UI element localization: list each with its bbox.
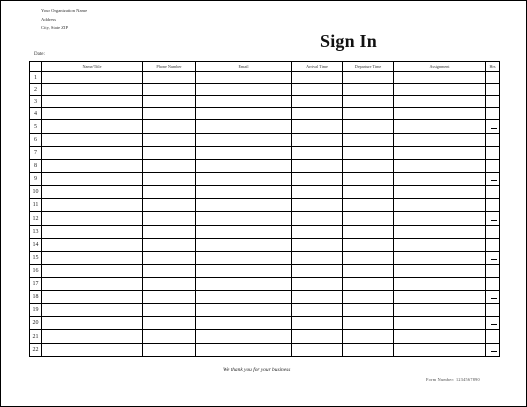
email-cell[interactable] xyxy=(196,120,292,134)
table-row xyxy=(30,265,500,278)
name-cell[interactable] xyxy=(42,304,143,317)
assignment-cell[interactable] xyxy=(394,212,486,226)
name-cell[interactable] xyxy=(42,330,143,344)
arrival-cell[interactable] xyxy=(292,344,343,357)
row-number: 10 xyxy=(30,186,42,199)
arrival-cell[interactable] xyxy=(292,84,343,96)
column-header-hours: Hrs xyxy=(486,62,500,72)
arrival-cell[interactable] xyxy=(292,265,343,278)
name-cell[interactable] xyxy=(42,278,143,291)
hours-cell[interactable] xyxy=(486,186,500,199)
hours-tick-mark xyxy=(491,351,497,352)
hours-tick-mark xyxy=(491,259,497,260)
table-row xyxy=(30,160,500,173)
name-cell[interactable] xyxy=(42,186,143,199)
arrival-cell[interactable] xyxy=(292,147,343,160)
arrival-cell[interactable] xyxy=(292,226,343,239)
assignment-cell[interactable] xyxy=(394,252,486,265)
arrival-cell[interactable] xyxy=(292,108,343,120)
departure-cell[interactable] xyxy=(343,265,394,278)
email-cell[interactable] xyxy=(196,304,292,317)
phone-cell[interactable] xyxy=(143,265,196,278)
assignment-cell[interactable] xyxy=(394,291,486,304)
row-number: 22 xyxy=(30,344,42,357)
phone-cell[interactable] xyxy=(143,199,196,212)
assignment-cell[interactable] xyxy=(394,317,486,330)
departure-cell[interactable] xyxy=(343,252,394,265)
departure-cell[interactable] xyxy=(343,72,394,84)
name-cell[interactable] xyxy=(42,134,143,147)
email-cell[interactable] xyxy=(196,344,292,357)
departure-cell[interactable] xyxy=(343,278,394,291)
row-number: 5 xyxy=(30,120,42,134)
hours-cell[interactable] xyxy=(486,160,500,173)
phone-cell[interactable] xyxy=(143,72,196,84)
column-header-assignment: Assignment xyxy=(394,62,486,72)
departure-cell[interactable] xyxy=(343,84,394,96)
name-cell[interactable] xyxy=(42,147,143,160)
name-cell[interactable] xyxy=(42,226,143,239)
departure-cell[interactable] xyxy=(343,291,394,304)
hours-cell[interactable] xyxy=(486,330,500,344)
row-number-header xyxy=(30,62,42,72)
arrival-cell[interactable] xyxy=(292,120,343,134)
email-cell[interactable] xyxy=(196,265,292,278)
email-cell[interactable] xyxy=(196,147,292,160)
table-row xyxy=(30,72,500,84)
table-row xyxy=(30,84,500,96)
assignment-cell[interactable] xyxy=(394,239,486,252)
row-number: 13 xyxy=(30,226,42,239)
hours-cell[interactable] xyxy=(486,120,500,134)
table-row xyxy=(30,239,500,252)
arrival-cell[interactable] xyxy=(292,252,343,265)
phone-cell[interactable] xyxy=(143,239,196,252)
hours-tick-mark xyxy=(491,298,497,299)
assignment-cell[interactable] xyxy=(394,134,486,147)
assignment-cell[interactable] xyxy=(394,226,486,239)
email-cell[interactable] xyxy=(196,317,292,330)
hours-tick-mark xyxy=(491,128,497,129)
column-header-name: Name/Title xyxy=(42,62,143,72)
email-cell[interactable] xyxy=(196,134,292,147)
row-number: 1 xyxy=(30,72,42,84)
hours-cell[interactable] xyxy=(486,134,500,147)
name-cell[interactable] xyxy=(42,108,143,120)
row-number: 21 xyxy=(30,330,42,344)
row-number: 9 xyxy=(30,173,42,186)
name-cell[interactable] xyxy=(42,173,143,186)
arrival-cell[interactable] xyxy=(292,317,343,330)
arrival-cell[interactable] xyxy=(292,278,343,291)
row-number: 18 xyxy=(30,291,42,304)
email-cell[interactable] xyxy=(196,239,292,252)
row-number: 15 xyxy=(30,252,42,265)
row-number: 8 xyxy=(30,160,42,173)
hours-cell[interactable] xyxy=(486,226,500,239)
table-row xyxy=(30,278,500,291)
phone-cell[interactable] xyxy=(143,160,196,173)
phone-cell[interactable] xyxy=(143,108,196,120)
email-cell[interactable] xyxy=(196,199,292,212)
name-cell[interactable] xyxy=(42,317,143,330)
column-header-departure: Departure Time xyxy=(343,62,394,72)
assignment-cell[interactable] xyxy=(394,108,486,120)
arrival-cell[interactable] xyxy=(292,160,343,173)
hours-cell[interactable] xyxy=(486,96,500,108)
hours-tick-mark xyxy=(491,324,497,325)
email-cell[interactable] xyxy=(196,226,292,239)
org-address: Address xyxy=(41,16,57,22)
row-number: 6 xyxy=(30,134,42,147)
phone-cell[interactable] xyxy=(143,173,196,186)
email-cell[interactable] xyxy=(196,186,292,199)
departure-cell[interactable] xyxy=(343,147,394,160)
table-row xyxy=(30,291,500,304)
table-row xyxy=(30,96,500,108)
column-header-arrival: Arrival Time xyxy=(292,62,343,72)
name-cell[interactable] xyxy=(42,120,143,134)
hours-cell[interactable] xyxy=(486,84,500,96)
assignment-cell[interactable] xyxy=(394,199,486,212)
table-row xyxy=(30,108,500,120)
name-cell[interactable] xyxy=(42,291,143,304)
arrival-cell[interactable] xyxy=(292,330,343,344)
arrival-cell[interactable] xyxy=(292,173,343,186)
departure-cell[interactable] xyxy=(343,330,394,344)
table-row xyxy=(30,134,500,147)
email-cell[interactable] xyxy=(196,291,292,304)
departure-cell[interactable] xyxy=(343,317,394,330)
hours-cell[interactable] xyxy=(486,212,500,226)
table-row xyxy=(30,212,500,226)
table-row xyxy=(30,330,500,344)
row-number: 19 xyxy=(30,304,42,317)
email-cell[interactable] xyxy=(196,173,292,186)
departure-cell[interactable] xyxy=(343,199,394,212)
assignment-cell[interactable] xyxy=(394,186,486,199)
row-number: 11 xyxy=(30,199,42,212)
org-city-state-zip: City, State ZIP xyxy=(41,25,69,30)
row-number: 4 xyxy=(30,108,42,120)
hours-cell[interactable] xyxy=(486,252,500,265)
name-cell[interactable] xyxy=(42,72,143,84)
table-row xyxy=(30,304,500,317)
row-number: 17 xyxy=(30,278,42,291)
departure-cell[interactable] xyxy=(343,212,394,226)
email-cell[interactable] xyxy=(196,84,292,96)
row-number: 7 xyxy=(30,147,42,160)
phone-cell[interactable] xyxy=(143,120,196,134)
column-header-email: Email xyxy=(196,62,292,72)
departure-cell[interactable] xyxy=(343,160,394,173)
assignment-cell[interactable] xyxy=(394,304,486,317)
departure-cell[interactable] xyxy=(343,304,394,317)
phone-cell[interactable] xyxy=(143,252,196,265)
arrival-cell[interactable] xyxy=(292,304,343,317)
phone-cell[interactable] xyxy=(143,278,196,291)
table-row xyxy=(30,186,500,199)
departure-cell[interactable] xyxy=(343,96,394,108)
column-header-phone: Phone Number xyxy=(143,62,196,72)
assignment-cell[interactable] xyxy=(394,278,486,291)
arrival-cell[interactable] xyxy=(292,212,343,226)
departure-cell[interactable] xyxy=(343,120,394,134)
table-row xyxy=(30,317,500,330)
table-row xyxy=(30,199,500,212)
name-cell[interactable] xyxy=(42,239,143,252)
assignment-cell[interactable] xyxy=(394,330,486,344)
phone-cell[interactable] xyxy=(143,186,196,199)
departure-cell[interactable] xyxy=(343,134,394,147)
hours-cell[interactable] xyxy=(486,72,500,84)
email-cell[interactable] xyxy=(196,96,292,108)
assignment-cell[interactable] xyxy=(394,265,486,278)
departure-cell[interactable] xyxy=(343,239,394,252)
assignment-cell[interactable] xyxy=(394,84,486,96)
footer-thanks: We thank you for your business xyxy=(223,367,291,373)
assignment-cell[interactable] xyxy=(394,72,486,84)
arrival-cell[interactable] xyxy=(292,186,343,199)
hours-cell[interactable] xyxy=(486,147,500,160)
sign-in-table xyxy=(29,61,500,357)
hours-cell[interactable] xyxy=(486,317,500,330)
arrival-cell[interactable] xyxy=(292,96,343,108)
hours-cell[interactable] xyxy=(486,199,500,212)
phone-cell[interactable] xyxy=(143,330,196,344)
phone-cell[interactable] xyxy=(143,291,196,304)
hours-cell[interactable] xyxy=(486,108,500,120)
departure-cell[interactable] xyxy=(343,186,394,199)
email-cell[interactable] xyxy=(196,160,292,173)
table-row xyxy=(30,147,500,160)
name-cell[interactable] xyxy=(42,344,143,357)
row-number: 3 xyxy=(30,96,42,108)
table-row xyxy=(30,120,500,134)
organization-block xyxy=(41,7,87,33)
assignment-cell[interactable] xyxy=(394,160,486,173)
phone-cell[interactable] xyxy=(143,84,196,96)
email-cell[interactable] xyxy=(196,212,292,226)
hours-cell[interactable] xyxy=(486,173,500,186)
assignment-cell[interactable] xyxy=(394,147,486,160)
org-name: Your Organization Name xyxy=(41,8,88,13)
name-cell[interactable] xyxy=(42,265,143,278)
phone-cell[interactable] xyxy=(143,226,196,239)
hours-cell[interactable] xyxy=(486,278,500,291)
row-number: 12 xyxy=(30,212,42,226)
table-row xyxy=(30,226,500,239)
name-cell[interactable] xyxy=(42,96,143,108)
table-row xyxy=(30,344,500,357)
email-cell[interactable] xyxy=(196,252,292,265)
row-number: 20 xyxy=(30,317,42,330)
phone-cell[interactable] xyxy=(143,344,196,357)
arrival-cell[interactable] xyxy=(292,134,343,147)
row-number: 2 xyxy=(30,84,42,96)
assignment-cell[interactable] xyxy=(394,173,486,186)
page-title: Sign In xyxy=(320,31,377,51)
name-cell[interactable] xyxy=(42,160,143,173)
arrival-cell[interactable] xyxy=(292,72,343,84)
arrival-cell[interactable] xyxy=(292,239,343,252)
arrival-cell[interactable] xyxy=(292,291,343,304)
name-cell[interactable] xyxy=(42,84,143,96)
table-header-row xyxy=(30,62,500,72)
assignment-cell[interactable] xyxy=(394,96,486,108)
hours-cell[interactable] xyxy=(486,291,500,304)
email-cell[interactable] xyxy=(196,108,292,120)
phone-cell[interactable] xyxy=(143,212,196,226)
hours-cell[interactable] xyxy=(486,265,500,278)
form-code: Form Number: 1234567890 xyxy=(426,377,480,382)
email-cell[interactable] xyxy=(196,72,292,84)
table-row xyxy=(30,252,500,265)
email-cell[interactable] xyxy=(196,330,292,344)
phone-cell[interactable] xyxy=(143,96,196,108)
row-number: 16 xyxy=(30,265,42,278)
departure-cell[interactable] xyxy=(343,173,394,186)
hours-tick-mark xyxy=(491,180,497,181)
arrival-cell[interactable] xyxy=(292,199,343,212)
phone-cell[interactable] xyxy=(143,317,196,330)
departure-cell[interactable] xyxy=(343,226,394,239)
name-cell[interactable] xyxy=(42,252,143,265)
row-number: 14 xyxy=(30,239,42,252)
departure-cell[interactable] xyxy=(343,344,394,357)
hours-tick-mark xyxy=(491,220,497,221)
phone-cell[interactable] xyxy=(143,134,196,147)
hours-cell[interactable] xyxy=(486,344,500,357)
assignment-cell[interactable] xyxy=(394,344,486,357)
name-cell[interactable] xyxy=(42,212,143,226)
table-row xyxy=(30,173,500,186)
email-cell[interactable] xyxy=(196,278,292,291)
departure-cell[interactable] xyxy=(343,108,394,120)
phone-cell[interactable] xyxy=(143,304,196,317)
hours-cell[interactable] xyxy=(486,239,500,252)
phone-cell[interactable] xyxy=(143,147,196,160)
hours-cell[interactable] xyxy=(486,304,500,317)
date-label: Date: xyxy=(34,52,45,57)
name-cell[interactable] xyxy=(42,199,143,212)
assignment-cell[interactable] xyxy=(394,120,486,134)
